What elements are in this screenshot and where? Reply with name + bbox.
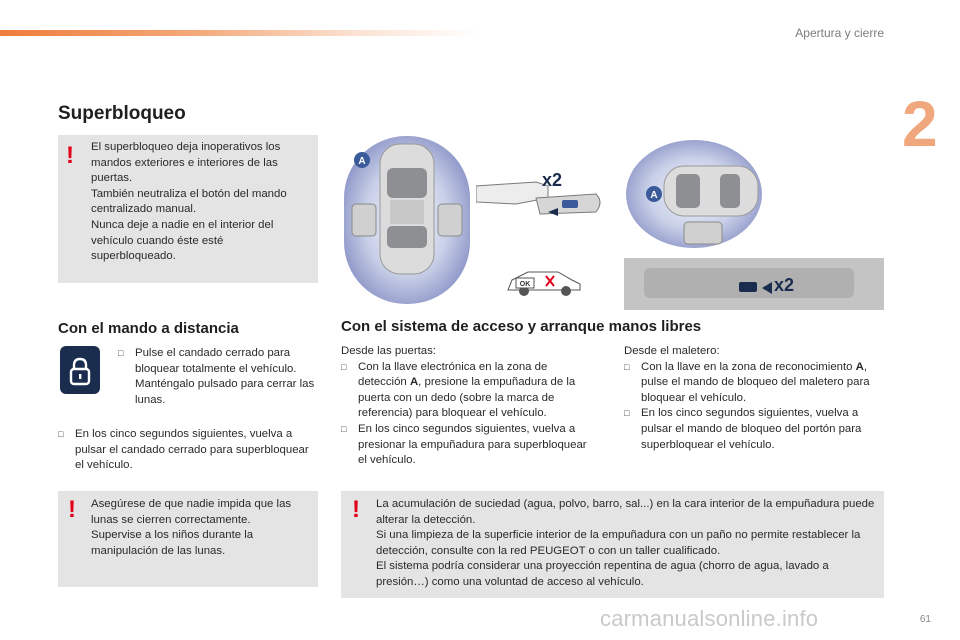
list-item [118,346,316,408]
doors-column [341,344,597,469]
page-number: 61 [919,614,931,625]
zone-reference: A [855,360,864,373]
warning-text: El superbloqueo deja inoperativos los mandos exteriores e interiores de las puertas. [91,141,281,185]
checkbox-bullet-icon: □ [341,423,347,434]
trunk-step-text: , pulse el mando de bloqueo del maletero para bloquear el vehículo. [641,360,870,404]
trunk-detection-illustration [624,138,764,252]
remote-warning-box [58,491,318,587]
warning-text: Asegúrese de que nadie impida que las lunas se cierren correctamente. [91,498,292,526]
door-detection-illustration [342,134,472,306]
intro-warning-box [58,135,318,283]
chapter-number: 2 [902,88,938,160]
trunk-column [624,344,884,453]
warning-text: Supervise a los niños durante la manipulación de las lunas. [91,529,254,557]
car-side-illustration [506,266,582,298]
trunk-intro: Desde el maletero: [624,345,720,357]
list-item [341,422,597,469]
checkbox-bullet-icon: □ [118,348,124,358]
zone-label: A [358,156,366,167]
doors-step-text: , presione la empuñadura de la puerta con un dedo (sobre la marca de referencia) para bloquear el vehículo. [358,376,576,420]
watermark-text: carmanualsonline.info [600,606,819,631]
keyless-warning-box [341,491,884,598]
remote-step-text: En los cinco segundos siguientes, vuelva a pulsar el candado cerrado para superbloquear el vehículo. [75,428,309,472]
trunk-button-illustration [624,258,884,310]
keyless-section-title: Con el sistema de acceso y arranque manos libres [341,318,702,335]
warning-text: Si una limpieza de la superficie interior de la empuñadura con un paño no permite restablecer la detección, consulte con la red PEUGEOT o con un taller cualificado. [376,529,861,557]
warning-text: La acumulación de suciedad (agua, polvo, barro, sal...) en la cara interior de la empuñadura puede alterar la detección. [376,498,875,526]
trunk-step-text: Con la llave en la zona de reconocimiento [641,360,856,373]
remote-section-title: Con el mando a distancia [58,320,239,337]
checkbox-bullet-icon: □ [341,361,347,372]
warning-text: También neutraliza el botón del mando centralizado manual. [91,187,287,216]
press-twice-label: x2 [542,170,563,190]
list-item [58,427,316,474]
header-accent-bar [0,30,480,36]
list-item [624,360,884,407]
press-twice-label: x2 [774,275,795,295]
list-item [624,406,884,453]
list-item [341,360,597,422]
doors-step-text: Con la llave electrónica en la zona de detección [358,360,548,389]
exclamation-warning-icon: ! [66,142,74,169]
section-title: Apertura y cierre [795,26,884,40]
doors-intro: Desde las puertas: [341,345,436,357]
checkbox-bullet-icon: □ [624,408,630,419]
warning-text: Nunca deje a nadie en el interior del vehículo cuando éste esté superbloqueado. [91,218,274,263]
remote-step-text: Pulse el candado cerrado para bloquear totalmente el vehículo. Manténgalo pulsado para cerrar las lunas. [135,347,315,406]
exclamation-warning-icon: ! [352,496,360,523]
handle-press-illustration [476,168,606,232]
doors-step-text: En los cinco segundos siguientes, vuelva a presionar la empuñadura para superbloquear el vehículo. [358,422,587,467]
page-title: Superbloqueo [58,103,186,124]
zone-reference: A [409,376,419,389]
trunk-step-text: En los cinco segundos siguientes, vuelva a pulsar el mando de bloqueo del portón para superbloquear el vehículo. [641,407,862,451]
checkbox-bullet-icon: □ [58,429,64,439]
zone-label: A [650,190,658,201]
exclamation-warning-icon: ! [68,496,76,523]
checkbox-bullet-icon: □ [624,361,630,372]
padlock-closed-icon [60,346,100,394]
warning-text: El sistema podría considerar una proyección repentina de agua (chorro de agua, lavado a presión…) como una voluntad de acceso al vehículo. [376,560,829,588]
ok-label: OK [519,281,531,288]
